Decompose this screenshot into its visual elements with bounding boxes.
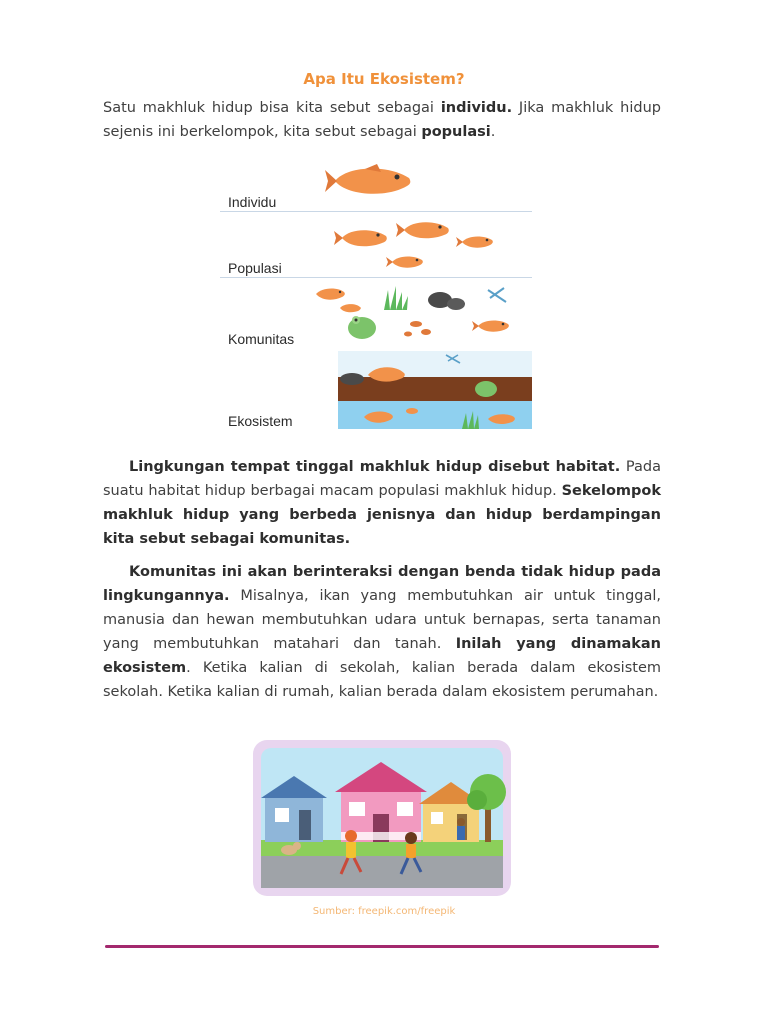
small-fish-a — [316, 288, 345, 299]
fish-2 — [396, 222, 449, 238]
label-ekosistem: Ekosistem — [228, 413, 293, 429]
ecosystem-frog — [475, 381, 497, 397]
ecosystem-example-text: Misalnya, ikan yang membutuhkan air untuk tinggal, manusia dan hewan membutuhkan udara untuk bernapas, serta tanaman yang membutuhkan matahari dan tanah. — [103, 588, 661, 652]
image-source-caption: Sumber: freepik.com/freepik — [312, 906, 456, 917]
population-fish-image — [332, 218, 502, 276]
ecosystem-image — [338, 351, 532, 429]
ecosystem-closing-text: . Ketika kalian di sekolah, kalian berada dalam ekosistem sekolah. Ketika kalian di rumah, kalian berada dalam ekosistem perumahan. — [103, 660, 661, 700]
term-individu: individu. — [440, 100, 513, 116]
ecosystem-paragraph — [103, 560, 661, 704]
habitat-text: Pada suatu habitat hidup berbagai macam populasi makhluk hidup. — [103, 459, 661, 499]
ecosystem-definition: Inilah yang dinamakan ekosistem — [103, 636, 662, 676]
fish-1 — [334, 230, 387, 246]
divider-individu — [220, 211, 532, 212]
dragonfly — [488, 288, 506, 302]
ecosystem-rock — [340, 373, 364, 385]
intro-text-3: . — [490, 124, 496, 140]
page-heading: Apa Itu Ekosistem? — [303, 70, 465, 88]
term-populasi: populasi — [421, 124, 491, 140]
community-definition: Sekelompok makhluk hidup yang berbeda jenisnya dan hidup berdampingan kita sebut sebagai komunitas. — [103, 483, 661, 547]
intro-paragraph — [103, 96, 661, 144]
grass-clump — [384, 286, 408, 310]
frog — [348, 316, 376, 339]
label-individu: Individu — [228, 194, 277, 210]
label-populasi: Populasi — [228, 260, 282, 276]
habitat-paragraph — [103, 455, 661, 551]
label-komunitas: Komunitas — [228, 331, 295, 347]
interaction-statement: Komunitas ini akan berinteraksi dengan benda tidak hidup pada lingkungannya. — [103, 564, 661, 604]
fish-4 — [386, 256, 423, 267]
rocks — [428, 292, 465, 310]
small-fish-b — [340, 304, 361, 312]
fish-eye — [395, 175, 400, 180]
gardener — [457, 818, 465, 840]
ecosystem-fish-b — [406, 408, 418, 414]
divider-populasi — [220, 277, 532, 278]
ecosystem-sky — [338, 351, 532, 379]
neighborhood-scene — [253, 740, 511, 896]
fish-tail — [325, 170, 337, 192]
ecosystem-levels-diagram — [220, 160, 540, 435]
small-fish-c — [472, 320, 509, 331]
fish-body — [335, 169, 410, 194]
pebbles — [404, 321, 431, 337]
habitat-definition: Lingkungan tempat tinggal makhluk hidup disebut habitat. — [129, 459, 621, 475]
ecosystem-soil — [338, 377, 532, 401]
fish-3 — [456, 236, 493, 247]
page-bottom-rule — [105, 945, 659, 948]
community-image — [310, 282, 530, 344]
individual-fish-image — [325, 164, 417, 198]
intro-text-1: Satu makhluk hidup bisa kita sebut sebagai — [103, 100, 441, 116]
intro-text-2: Jika makhluk hidup sejenis ini berkelompok, kita sebut sebagai — [103, 100, 661, 140]
scene-road — [261, 856, 503, 888]
neighborhood-illustration — [253, 740, 511, 896]
